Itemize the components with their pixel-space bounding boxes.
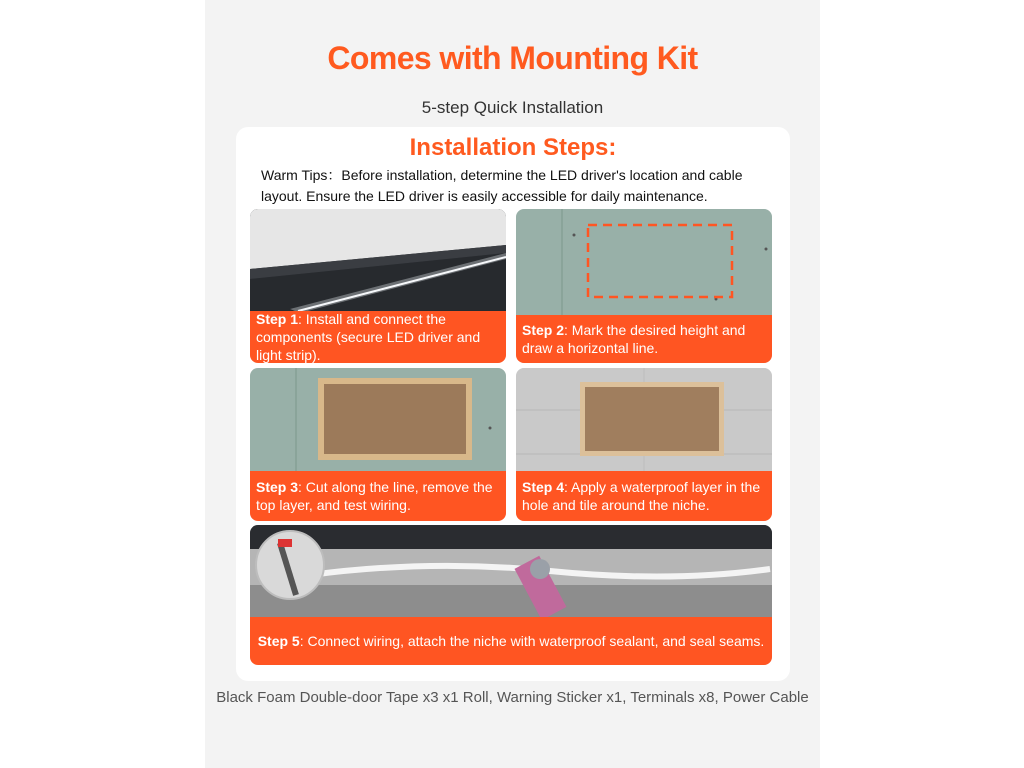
- step-1-label: Step 1: Install and connect the components (secure LED driver and light strip).: [250, 311, 506, 363]
- step-3-panel: [250, 368, 506, 521]
- kit-contents: Black Foam Double-door Tape x3 x1 Roll, Warning Sticker x1, Terminals x8, Power Cable: [216, 689, 809, 706]
- step-4-panel: [516, 368, 772, 521]
- page-title: Comes with Mounting Kit: [327, 40, 698, 76]
- step-4-image: [516, 368, 772, 471]
- step-5-image: [250, 525, 772, 617]
- step-2-image: [516, 209, 772, 315]
- step-5-label: Step 5: Connect wiring, attach the niche with waterproof sealant, and seal seams.: [250, 617, 772, 665]
- product-page: [205, 0, 820, 768]
- card-title: Installation Steps:: [409, 134, 617, 161]
- step-5-panel: [250, 525, 772, 665]
- warm-tips: Warm Tips：Before installation, determine the LED driver's location and cable layout. Ensure the LED driver is easily accessible for daily maintenance.: [261, 167, 743, 204]
- step-2-label: Step 2: Mark the desired height and draw a horizontal line.: [516, 315, 772, 363]
- step-1-panel: [250, 209, 506, 363]
- step-2-panel: [516, 209, 772, 363]
- step-3-label: Step 3: Cut along the line, remove the top layer, and test wiring.: [250, 471, 506, 521]
- step-4-label: Step 4: Apply a waterproof layer in the hole and tile around the niche.: [516, 471, 772, 521]
- installation-card: [236, 127, 790, 681]
- page-subtitle: 5-step Quick Installation: [421, 98, 604, 117]
- step-1-image: [250, 209, 506, 313]
- step-3-image: [250, 368, 506, 471]
